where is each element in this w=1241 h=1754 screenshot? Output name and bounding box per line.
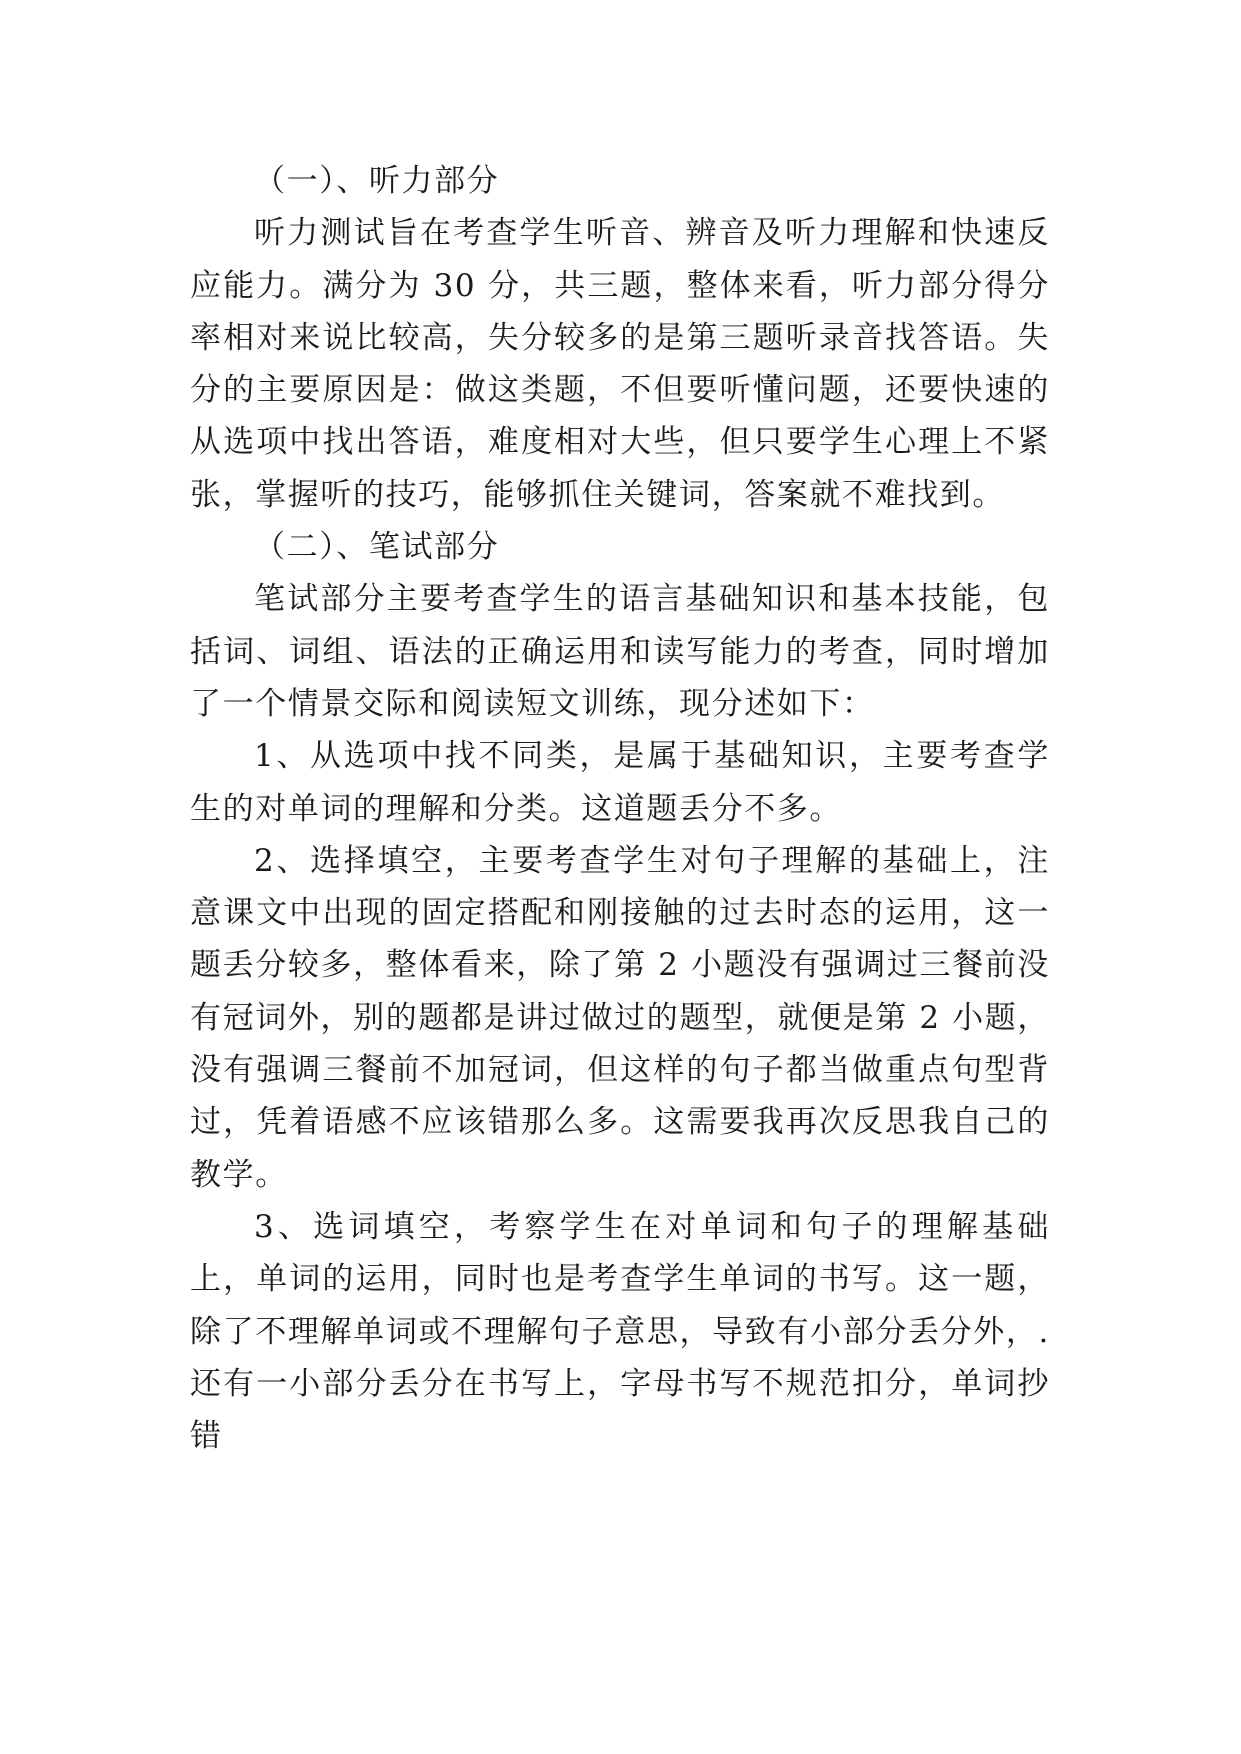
document-body [190,155,1050,1462]
paragraph-item-1: 1、从选项中找不同类，是属于基础知识，主要考查学生的对单词的理解和分类。这道题丢分不多。 [190,738,1050,827]
section-heading-listening: （一）、听力部分 [254,163,500,199]
section-heading-written: （二）、笔试部分 [254,529,500,566]
paragraph-listening: 听力测试旨在考查学生听音、辨音及听力理解和快速反应能力。满分为 30 分，共三题，整体来看，听力部分得分率相对来说比较高，失分较多的是第三题听录音找答语。失分的主要原因是：做这类题，不但要听懂问题，还要快速的从选项中找出答语，难度相对大些，但只要学生心理上不紧张，掌握听的技巧，能够抓住关键词，答案就不难找到。 [190,215,1050,513]
paragraph-written-intro: 笔试部分主要考查学生的语言基础知识和基本技能，包括词、词组、语法的正确运用和读写能力的考查，同时增加了一个情景交际和阅读短文训练，现分述如下： [190,581,1050,722]
paragraph-item-2: 2、选择填空，主要考查学生对句子理解的基础上，注意课文中出现的固定搭配和刚接触的过去时态的运用，这一题丢分较多，整体看来，除了第 2 小题没有强调过三餐前没有冠词外，别的题都是讲过做过的题型，就便是第 2 小题，没有强调三餐前不加冠词，但这样的句子都当做重点句型背过，凭着语感不应该错那么多。这需要我再次反思我自己的教学。 [190,842,1050,1193]
paragraph-item-3: 3、选词填空，考察学生在对单词和句子的理解基础上，单词的运用，同时也是考查学生单词的书写。这一题，除了不理解单词或不理解句子意思，导致有小部分丢分外，.还有一小部分丢分在书写上，字母书写不规范扣分，单词抄错 [190,1208,1050,1455]
